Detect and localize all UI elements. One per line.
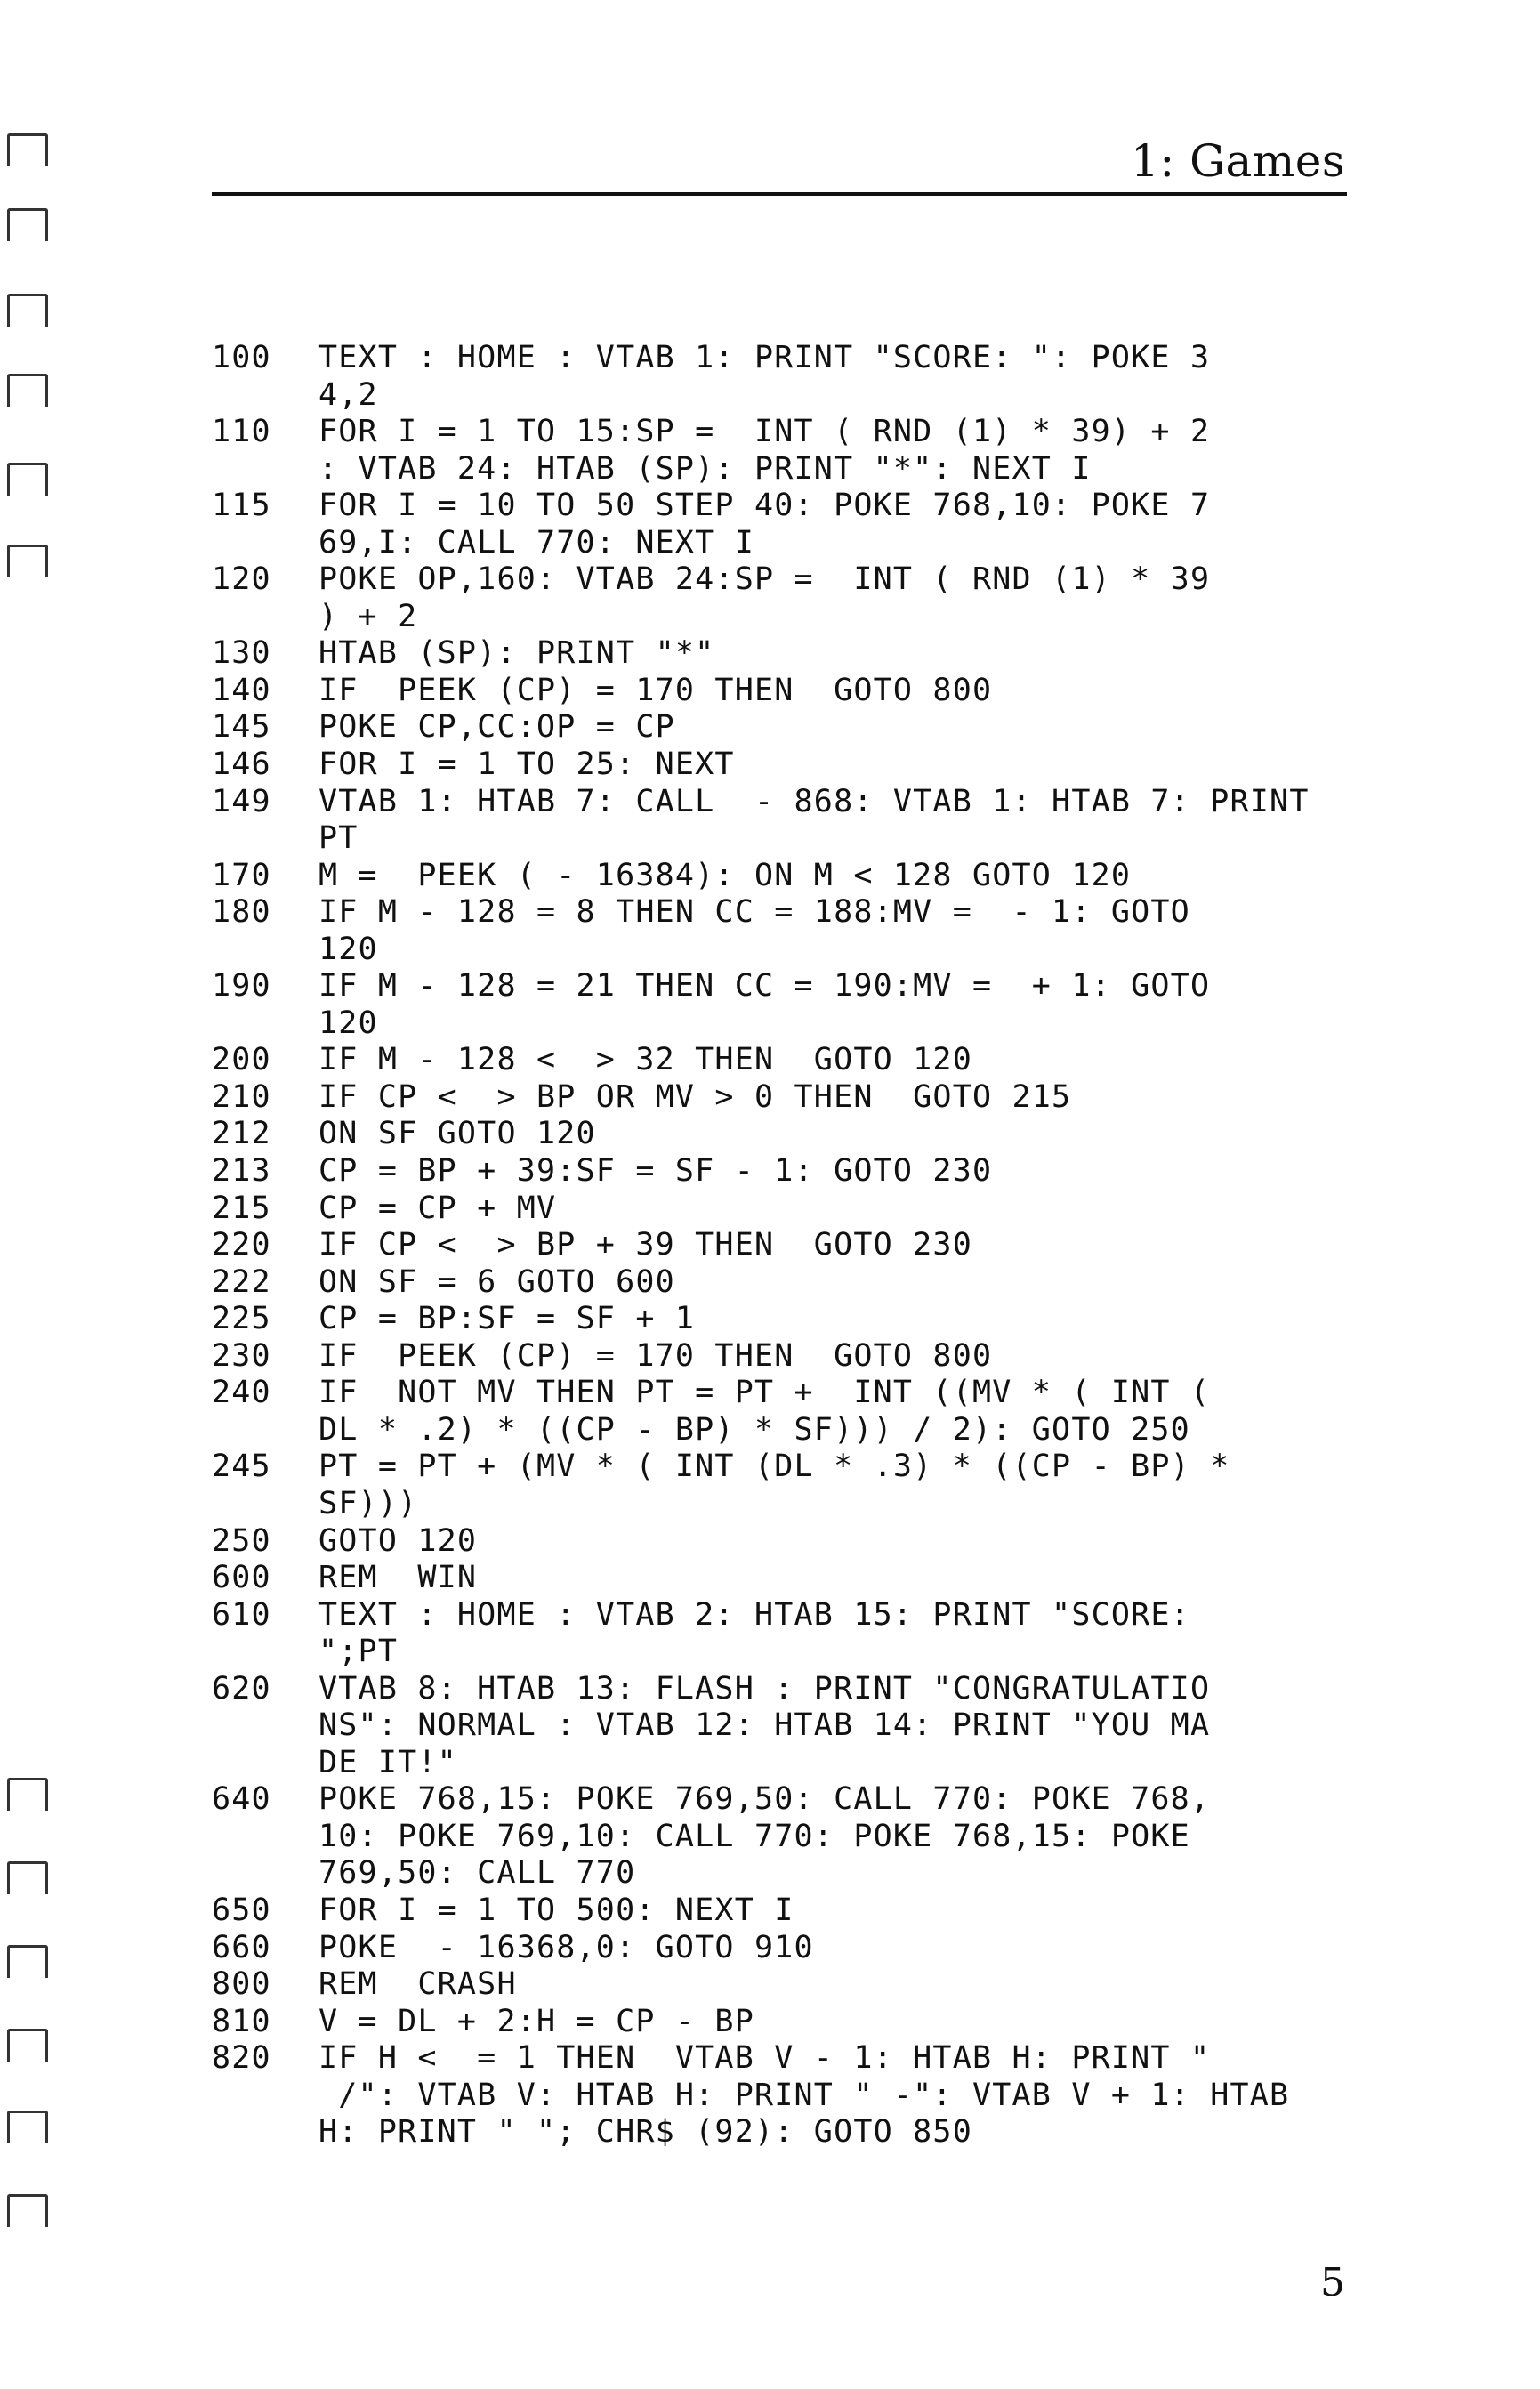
code-line (212, 1486, 1457, 1523)
code-text: REM WIN (318, 1560, 478, 1596)
code-text: REM CRASH (318, 1966, 517, 2003)
code-line (212, 1005, 1457, 1043)
code-text: 120 (318, 931, 378, 967)
line-number (212, 820, 318, 858)
line-number: 100 (212, 340, 271, 375)
code-line (212, 1819, 1457, 1856)
line-number: 222 (212, 1263, 271, 1300)
code-line (212, 1190, 1457, 1228)
code-line (212, 1523, 1457, 1561)
code-line (212, 1116, 1457, 1153)
header-rule (212, 192, 1347, 196)
code-line (212, 709, 1457, 747)
line-number: 210 (212, 1078, 271, 1115)
line-number: 820 (212, 2040, 271, 2077)
code-line (212, 1781, 1457, 1819)
binder-hole-marker (7, 294, 48, 327)
page-number: 5 (1320, 2260, 1345, 2305)
code-line (212, 932, 1457, 969)
line-number: 212 (212, 1116, 271, 1152)
line-number (212, 1819, 318, 1856)
line-number: 146 (212, 747, 271, 783)
line-number: 140 (212, 672, 271, 708)
code-line (212, 451, 1457, 488)
code-line (212, 1449, 1457, 1486)
line-number: 230 (212, 1337, 271, 1374)
code-text: VTAB 1: HTAB 7: CALL - 868: VTAB 1: HTAB 7: PRINT (318, 783, 1310, 819)
code-line (212, 340, 1457, 377)
code-text: DL * .2) * ((CP - BP) * SF))) / 2): GOTO 250 (318, 1411, 1190, 1448)
binder-hole-marker (7, 463, 48, 496)
line-number (212, 2114, 318, 2151)
code-line (212, 525, 1457, 562)
code-line (212, 1893, 1457, 1930)
code-line (212, 377, 1457, 415)
line-number (212, 1486, 318, 1523)
code-line (212, 1671, 1457, 1708)
code-line (212, 1412, 1457, 1449)
code-line (212, 2004, 1457, 2041)
line-number: 620 (212, 1670, 271, 1707)
code-text: : VTAB 24: HTAB (SP): PRINT "*": NEXT I (318, 450, 1092, 487)
code-text: CP = BP + 39:SF = SF - 1: GOTO 230 (318, 1153, 993, 1190)
code-text: IF NOT MV THEN PT = PT + INT ((MV * ( INT ( (318, 1375, 1211, 1411)
binder-hole-marker (7, 1778, 48, 1811)
code-text: POKE - 16368,0: GOTO 910 (318, 1929, 814, 1965)
code-line (212, 414, 1457, 451)
code-text: 10: POKE 769,10: CALL 770: POKE 768,15: POKE (318, 1818, 1190, 1854)
code-line (212, 784, 1457, 821)
line-number (212, 1855, 318, 1893)
line-number (212, 1745, 318, 1782)
code-line (212, 1930, 1457, 1967)
code-text: FOR I = 10 TO 50 STEP 40: POKE 768,10: POKE 7 (318, 488, 1211, 524)
basic-code-listing (212, 340, 1457, 2151)
code-line (212, 747, 1457, 784)
line-number: 200 (212, 1042, 271, 1078)
binder-hole-marker (7, 133, 48, 166)
code-text: ON SF = 6 GOTO 600 (318, 1263, 675, 1300)
code-line (212, 488, 1457, 525)
line-number: 240 (212, 1375, 271, 1411)
code-text: NS": NORMAL : VTAB 12: HTAB 14: PRINT "YOU MA (318, 1707, 1211, 1744)
code-line (212, 1227, 1457, 1264)
code-line (212, 1338, 1457, 1376)
binder-hole-marker (7, 1945, 48, 1978)
line-number: 120 (212, 561, 271, 598)
code-text: IF M - 128 = 21 THEN CC = 190:MV = + 1: GOTO (318, 968, 1211, 1005)
code-text: FOR I = 1 TO 25: NEXT (318, 747, 735, 783)
code-line (212, 635, 1457, 673)
code-text: IF M - 128 < > 32 THEN GOTO 120 (318, 1042, 972, 1078)
line-number: 610 (212, 1596, 271, 1633)
code-text: POKE 768,15: POKE 769,50: CALL 770: POKE 768, (318, 1781, 1211, 1818)
code-text: ON SF GOTO 120 (318, 1116, 596, 1152)
code-line (212, 820, 1457, 858)
line-number (212, 2078, 318, 2115)
line-number: 225 (212, 1301, 271, 1337)
code-line (212, 1855, 1457, 1893)
code-line (212, 1634, 1457, 1671)
code-text: GOTO 120 (318, 1522, 478, 1559)
code-text: HTAB (SP): PRINT "*" (318, 635, 715, 672)
line-number (212, 1412, 318, 1449)
code-text: CP = CP + MV (318, 1190, 557, 1226)
line-number: 130 (212, 635, 271, 672)
line-number (212, 1005, 318, 1043)
code-line (212, 1079, 1457, 1117)
binder-hole-marker (7, 374, 48, 407)
code-line (212, 894, 1457, 932)
line-number: 110 (212, 414, 271, 450)
code-text: TEXT : HOME : VTAB 2: HTAB 15: PRINT "SCORE: (318, 1596, 1190, 1633)
binder-hole-marker (7, 545, 48, 577)
binder-hole-marker (7, 2029, 48, 2062)
line-number (212, 1634, 318, 1671)
code-text: ";PT (318, 1634, 399, 1670)
code-line (212, 1301, 1457, 1338)
code-text: 120 (318, 1005, 378, 1041)
line-number (212, 599, 318, 636)
line-number: 800 (212, 1966, 271, 2003)
line-number: 810 (212, 2003, 271, 2039)
code-text: M = PEEK ( - 16384): ON M < 128 GOTO 120 (318, 857, 1132, 893)
code-text: IF PEEK (CP) = 170 THEN GOTO 800 (318, 1337, 993, 1374)
line-number: 250 (212, 1522, 271, 1559)
line-number: 640 (212, 1781, 271, 1818)
code-text: 69,I: CALL 770: NEXT I (318, 524, 754, 561)
line-number (212, 525, 318, 562)
line-number: 180 (212, 894, 271, 931)
line-number: 215 (212, 1190, 271, 1226)
code-text: PT (318, 820, 359, 857)
code-text: IF PEEK (CP) = 170 THEN GOTO 800 (318, 672, 993, 708)
line-number: 220 (212, 1227, 271, 1263)
code-text: /": VTAB V: HTAB H: PRINT " -": VTAB V + 1: HTAB (318, 2077, 1290, 2113)
code-text: FOR I = 1 TO 15:SP = INT ( RND (1) * 39) + 2 (318, 414, 1211, 450)
code-text: SF))) (318, 1485, 418, 1521)
binder-hole-marker (7, 208, 48, 241)
line-number: 660 (212, 1929, 271, 1965)
code-text: IF CP < > BP OR MV > 0 THEN GOTO 215 (318, 1078, 1072, 1115)
line-number: 190 (212, 968, 271, 1005)
code-line (212, 968, 1457, 1005)
code-line (212, 1707, 1457, 1745)
code-text: POKE CP,CC:OP = CP (318, 709, 675, 746)
code-text: IF H < = 1 THEN VTAB V - 1: HTAB H: PRINT " (318, 2040, 1211, 2077)
code-text: IF CP < > BP + 39 THEN GOTO 230 (318, 1227, 972, 1263)
code-line (212, 1375, 1457, 1412)
line-number (212, 932, 318, 969)
code-line (212, 561, 1457, 599)
code-text: 4,2 (318, 376, 378, 413)
binder-hole-marker (7, 2194, 48, 2227)
code-line (212, 858, 1457, 895)
code-text: IF M - 128 = 8 THEN CC = 188:MV = - 1: GOTO (318, 894, 1190, 931)
code-line (212, 1597, 1457, 1634)
code-line (212, 2040, 1457, 2078)
code-line (212, 2078, 1457, 2115)
code-text: POKE OP,160: VTAB 24:SP = INT ( RND (1) * 39 (318, 561, 1211, 598)
running-head: 1: Games (1131, 135, 1345, 187)
code-line (212, 599, 1457, 636)
line-number: 600 (212, 1560, 271, 1596)
code-text: H: PRINT " "; CHR$ (92): GOTO 850 (318, 2114, 972, 2151)
binder-hole-marker (7, 1861, 48, 1894)
code-text: V = DL + 2:H = CP - BP (318, 2003, 754, 2039)
code-text: CP = BP:SF = SF + 1 (318, 1301, 696, 1337)
code-line (212, 1560, 1457, 1597)
code-text: DE IT!" (318, 1744, 457, 1780)
code-text: 769,50: CALL 770 (318, 1855, 636, 1892)
code-text: PT = PT + (MV * ( INT (DL * .3) * ((CP - BP) * (318, 1449, 1230, 1485)
code-line (212, 1966, 1457, 2004)
line-number: 213 (212, 1153, 271, 1190)
code-line (212, 1042, 1457, 1079)
code-text: ) + 2 (318, 598, 418, 634)
line-number (212, 377, 318, 415)
line-number: 650 (212, 1892, 271, 1928)
line-number: 170 (212, 857, 271, 893)
line-number: 149 (212, 783, 271, 819)
line-number: 245 (212, 1449, 271, 1485)
code-text: FOR I = 1 TO 500: NEXT I (318, 1892, 794, 1928)
binder-hole-marker (7, 2111, 48, 2143)
line-number: 145 (212, 709, 271, 746)
code-line (212, 2114, 1457, 2151)
code-line (212, 1153, 1457, 1190)
line-number: 115 (212, 488, 271, 524)
code-line (212, 1745, 1457, 1782)
code-line (212, 1264, 1457, 1302)
code-text: TEXT : HOME : VTAB 1: PRINT "SCORE: ": POKE 3 (318, 340, 1211, 375)
line-number (212, 1707, 318, 1745)
code-text: VTAB 8: HTAB 13: FLASH : PRINT "CONGRATULATIO (318, 1670, 1211, 1707)
line-number (212, 451, 318, 488)
code-line (212, 673, 1457, 710)
